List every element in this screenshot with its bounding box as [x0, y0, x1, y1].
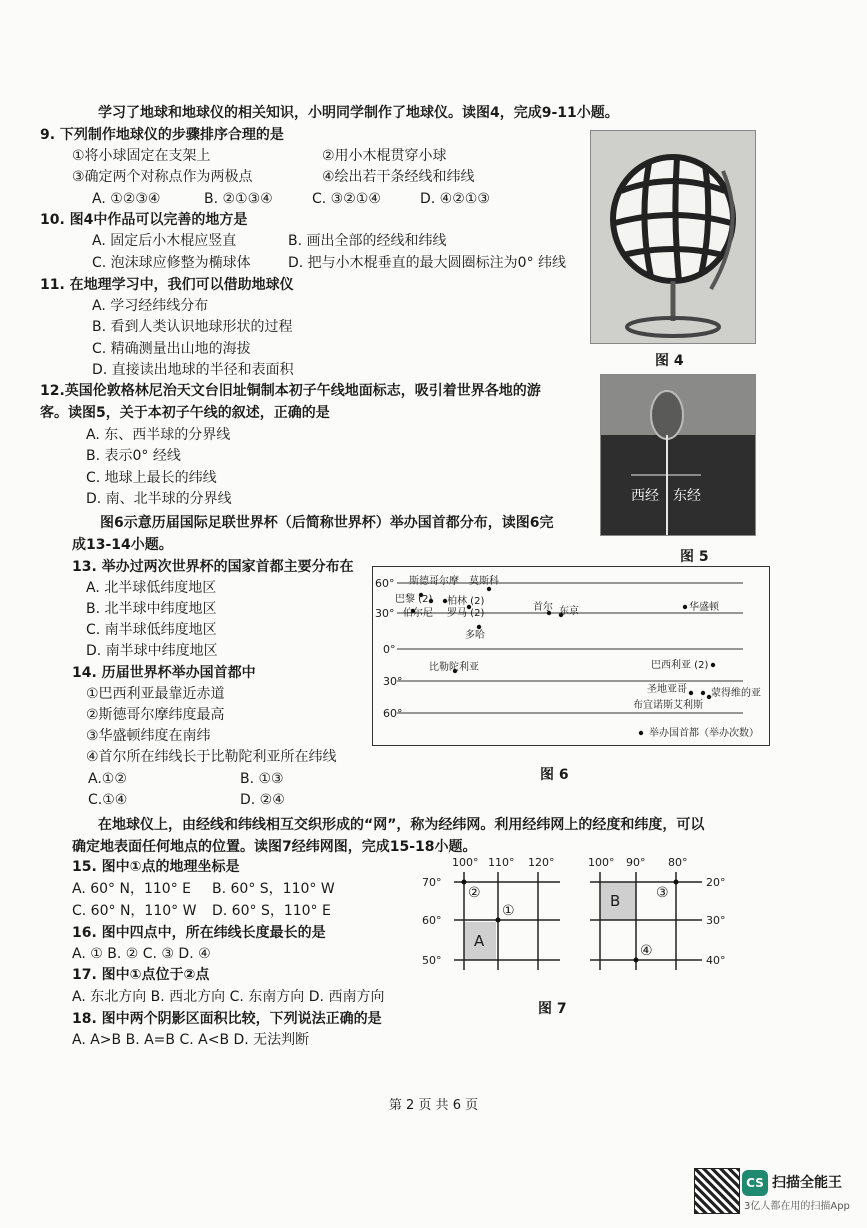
q12-option-b: B. 表示0° 经线: [86, 448, 181, 464]
q9-step-4: ④绘出若干条经线和纬线: [322, 169, 475, 185]
intro-figure7-line1: 在地球仪上，由经线和纬线相互交织形成的“网”，称为经纬网。利用经纬网上的经度和纬度，可以: [98, 817, 705, 833]
intro-figure7-line2: 确定地表面任何地点的位置。读图7经纬网图，完成15-18小题。: [72, 839, 477, 855]
intro-figure6-line1: 图6示意历届国际足联世界杯（后简称世界杯）举办国首都分布，读图6完: [100, 515, 554, 531]
question-15-stem: 15. 图中①点的地理坐标是: [72, 859, 240, 875]
city-stockholm: 斯德哥尔摩: [409, 576, 459, 587]
figure-4-caption: 图 4: [655, 353, 684, 369]
city-montevideo: 蒙得维的亚: [711, 688, 761, 699]
shaded-area-a: A: [474, 932, 485, 950]
app-name: 扫描全能王: [772, 1175, 842, 1191]
intro-figure4: 学习了地球和地球仪的相关知识，小明同学制作了地球仪。读图4，完成9-11小题。: [98, 105, 619, 121]
right-lat-30: 30°: [706, 914, 726, 927]
q15-option-a: A. 60° N，110° E: [72, 881, 191, 897]
lat-30s-label: 30°: [383, 675, 403, 688]
shaded-area-b: B: [610, 892, 621, 910]
q15-option-b: B. 60° S，110° W: [212, 881, 335, 897]
q14-option-d: D. ②④: [240, 792, 285, 808]
q10-option-d: D. 把与小木棍垂直的最大圆圈标注为0° 纬线: [288, 255, 567, 271]
city-tokyo: 东京: [559, 606, 579, 617]
q18-options: A. A>B B. A=B C. A<B D. 无法判断: [72, 1032, 310, 1048]
intro-figure6-line2: 成13-14小题。: [72, 537, 173, 553]
point-3: ③: [656, 885, 669, 901]
question-16-stem: 16. 图中四点中，所在纬线长度最长的是: [72, 925, 326, 941]
q9-step-3: ③确定两个对称点作为两极点: [72, 169, 253, 185]
right-lon-90: 90°: [626, 856, 646, 869]
figure-6-legend: 举办国首都（举办次数）: [649, 728, 759, 739]
question-18-stem: 18. 图中两个阴影区面积比较，下列说法正确的是: [72, 1011, 382, 1027]
globe-illustration: [591, 131, 755, 343]
q11-option-c: C. 精确测量出山地的海拔: [92, 341, 251, 357]
city-seoul: 首尔: [533, 602, 553, 613]
city-doha: 多哈: [465, 630, 485, 641]
point-2: ②: [468, 885, 481, 901]
page-footer: 第 2 页 共 6 页: [388, 1098, 479, 1113]
city-paris: 巴黎 (2): [395, 594, 433, 605]
q14-statement-1: ①巴西利亚最靠近赤道: [86, 686, 225, 702]
figure-7-right-grid: [580, 854, 740, 978]
meridian-illustration: [601, 375, 755, 535]
figure-6-capitals-map: [372, 566, 770, 746]
city-moscow: 莫斯科: [469, 576, 499, 587]
q14-option-c: C.①④: [88, 792, 128, 808]
q13-option-a: A. 北半球低纬度地区: [86, 580, 217, 596]
lat-30n-label: 30°: [375, 607, 395, 620]
figure-5-meridian-photo: [600, 374, 756, 536]
left-lon-110: 110°: [488, 856, 515, 869]
lat-60s-label: 60°: [383, 707, 403, 720]
q9-option-d: D. ④②①③: [420, 191, 490, 207]
q9-option-a: A. ①②③④: [92, 191, 161, 207]
figure-5-caption: 图 5: [680, 549, 709, 565]
q9-option-c: C. ③②①④: [312, 191, 381, 207]
figure-7-left-grid: [420, 854, 570, 978]
q10-option-b: B. 画出全部的经线和纬线: [288, 233, 447, 249]
question-12-stem-line1: 12.英国伦敦格林尼治天文台旧址铜制本初子午线地面标志，吸引着世界各地的游: [40, 383, 541, 399]
q12-option-c: C. 地球上最长的纬线: [86, 470, 217, 486]
city-berlin: 柏林 (2): [447, 596, 485, 607]
right-lon-100: 100°: [588, 856, 615, 869]
q14-statement-2: ②斯德哥尔摩纬度最高: [86, 707, 225, 723]
equator-label: 0°: [383, 643, 396, 656]
q16-options: A. ① B. ② C. ③ D. ④: [72, 946, 211, 962]
qr-code: [694, 1168, 740, 1214]
figure-7-caption: 图 7: [538, 1001, 567, 1017]
q14-option-b: B. ①③: [240, 771, 284, 787]
q17-options: A. 东北方向 B. 西北方向 C. 东南方向 D. 西南方向: [72, 989, 385, 1005]
q13-option-d: D. 南半球中纬度地区: [86, 643, 218, 659]
grid-lines-left: [420, 854, 570, 978]
q9-step-2: ②用小木棍贯穿小球: [322, 148, 447, 164]
app-tagline: 3亿人都在用的扫描App: [744, 1201, 850, 1212]
lat-60n-label: 60°: [375, 577, 395, 590]
q14-statement-4: ④首尔所在纬线长于比勒陀利亚所在纬线: [86, 749, 337, 765]
right-lon-80: 80°: [668, 856, 688, 869]
question-9-stem: 9. 下列制作地球仪的步骤排序合理的是: [40, 127, 284, 143]
q13-option-c: C. 南半球低纬度地区: [86, 622, 217, 638]
q11-option-b: B. 看到人类认识地球形状的过程: [92, 319, 293, 335]
left-lon-120: 120°: [528, 856, 555, 869]
city-brasilia: 巴西利亚 (2): [651, 660, 709, 671]
question-12-stem-line2: 客。读图5，关于本初子午线的叙述，正确的是: [40, 405, 330, 421]
figure-4-globe-photo: [590, 130, 756, 344]
question-14-stem: 14. 历届世界杯举办国首都中: [72, 665, 256, 681]
figure-6-caption: 图 6: [540, 767, 569, 783]
q15-option-c: C. 60° N，110° W: [72, 903, 197, 919]
q9-step-1: ①将小球固定在支架上: [72, 148, 211, 164]
q9-option-b: B. ②①③④: [204, 191, 273, 207]
q14-option-a: A.①②: [88, 771, 127, 787]
city-buenos-aires: 布宜诺斯艾利斯: [633, 700, 703, 711]
q10-option-c: C. 泡沫球应修整为椭球体: [92, 255, 251, 271]
left-lon-100: 100°: [452, 856, 479, 869]
city-santiago: 圣地亚哥: [647, 684, 687, 695]
city-pretoria: 比勒陀利亚: [429, 662, 479, 673]
question-10-stem: 10. 图4中作品可以完善的地方是: [40, 212, 248, 228]
latitude-lines: [373, 567, 769, 745]
question-11-stem: 11. 在地理学习中，我们可以借助地球仪: [40, 277, 294, 293]
q10-option-a: A. 固定后小木棍应竖直: [92, 233, 237, 249]
point-4: ④: [640, 943, 653, 959]
q12-option-a: A. 东、西半球的分界线: [86, 427, 231, 443]
camscanner-logo-icon: CS: [742, 1170, 768, 1196]
right-lat-20: 20°: [706, 876, 726, 889]
q11-option-a: A. 学习经纬线分布: [92, 298, 209, 314]
left-lat-70: 70°: [422, 876, 442, 889]
east-longitude-label: 东经: [673, 488, 701, 504]
question-13-stem: 13. 举办过两次世界杯的国家首都主要分布在: [72, 559, 354, 575]
q12-option-d: D. 南、北半球的分界线: [86, 491, 232, 507]
right-lat-40: 40°: [706, 954, 726, 967]
q13-option-b: B. 北半球中纬度地区: [86, 601, 217, 617]
q15-option-d: D. 60° S，110° E: [212, 903, 331, 919]
city-bern: 伯尔尼: [403, 608, 433, 619]
question-17-stem: 17. 图中①点位于②点: [72, 967, 210, 983]
city-washington: 华盛顿: [689, 602, 719, 613]
q11-option-d: D. 直接读出地球的半径和表面积: [92, 362, 294, 378]
q14-statement-3: ③华盛顿纬度在南纬: [86, 728, 211, 744]
left-lat-60: 60°: [422, 914, 442, 927]
city-rome: 罗马 (2): [447, 608, 485, 619]
point-1: ①: [502, 903, 515, 919]
left-lat-50: 50°: [422, 954, 442, 967]
west-longitude-label: 西经: [631, 488, 659, 504]
